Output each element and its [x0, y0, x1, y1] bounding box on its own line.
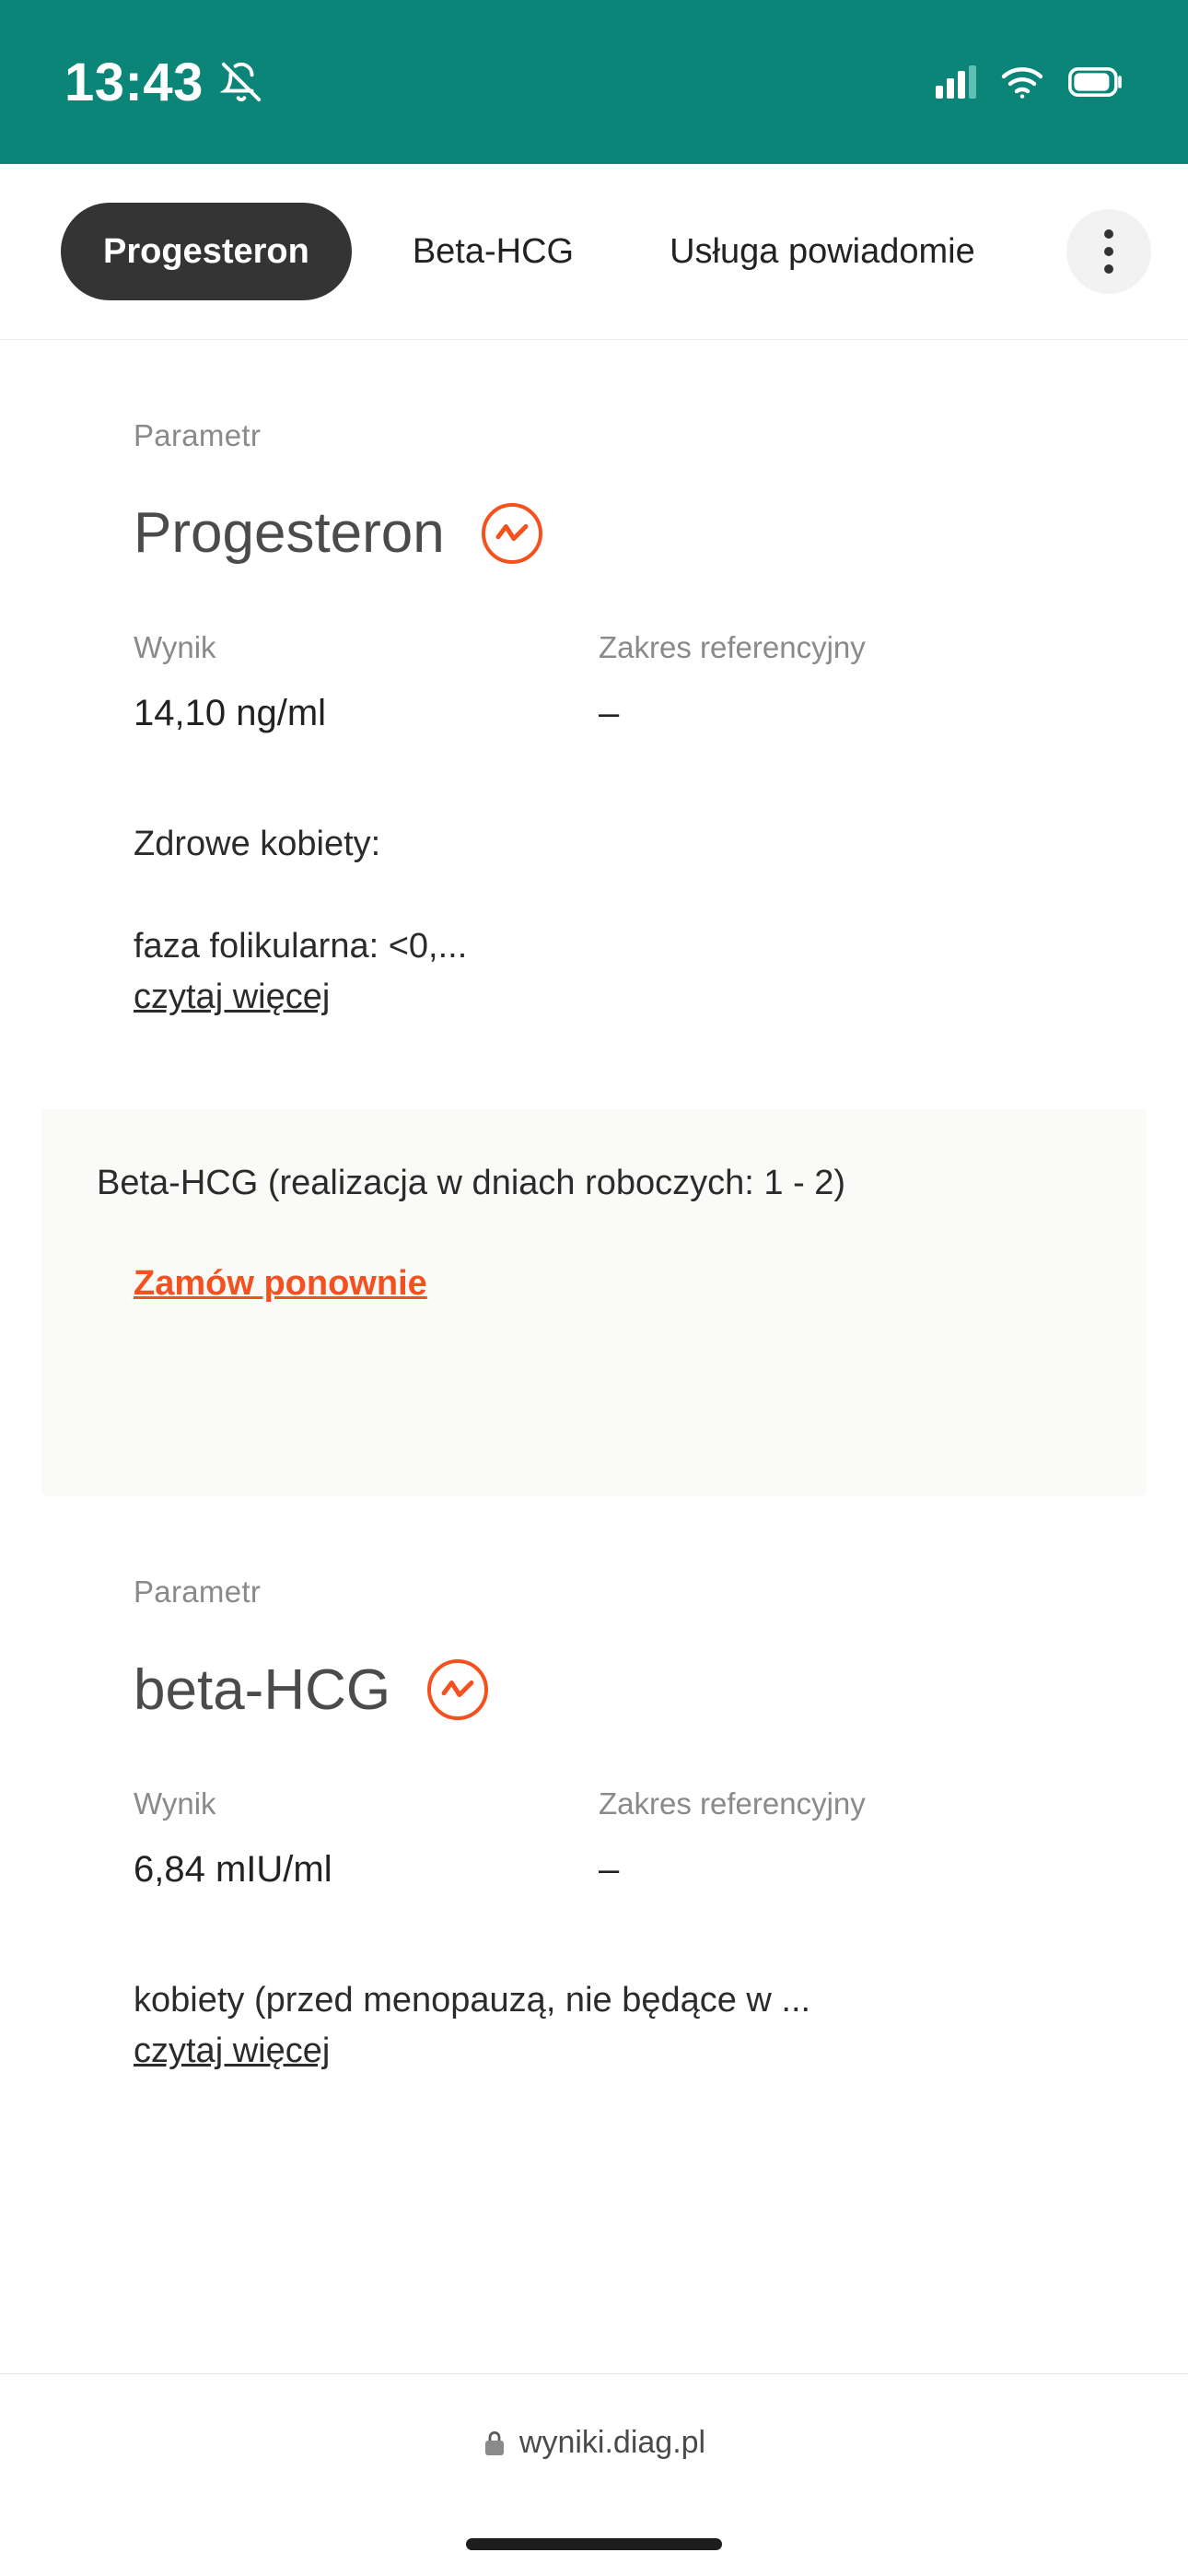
param-title-row	[134, 1659, 1054, 1720]
reference-range-column	[599, 1786, 1054, 1891]
reference-range-value: –	[599, 1849, 620, 1891]
tab-progesteron[interactable]: Progesteron	[61, 203, 352, 300]
description-line-2: faza folikularna: <0,...	[134, 927, 468, 966]
param-label: Parametr	[134, 1575, 262, 1610]
battery-icon	[1068, 67, 1124, 97]
tab-bar	[0, 164, 1188, 339]
tab-beta-hcg[interactable]: Beta-HCG	[412, 232, 575, 271]
reference-range-header: Zakres referencyjny	[599, 630, 866, 664]
result-value: 6,84 mIU/ml	[134, 1849, 332, 1891]
result-card-beta-hcg	[0, 1496, 1188, 2071]
description-line-1: kobiety (przed menopauzą, nie będące w ...	[134, 1981, 811, 2020]
reference-range-column	[599, 630, 1054, 734]
read-more-link[interactable]: czytaj więcej	[134, 978, 331, 1017]
page-title: Progesteron	[134, 501, 445, 566]
reference-range-header: Zakres referencyjny	[599, 1786, 866, 1821]
cellular-signal-icon	[936, 65, 976, 99]
result-value: 14,10 ng/ml	[134, 693, 327, 733]
browser-url-bar[interactable]	[0, 2373, 1188, 2512]
result-header: Wynik	[134, 1786, 216, 1821]
order-again-button[interactable]: Zamów ponownie	[134, 1263, 427, 1303]
trend-line-icon[interactable]	[482, 503, 542, 564]
read-more-link[interactable]: czytaj więcej	[134, 2032, 331, 2071]
param-title-row	[134, 503, 1054, 564]
result-column	[134, 1786, 599, 1891]
status-bar	[0, 0, 1188, 164]
result-column	[134, 630, 599, 734]
bell-off-icon	[220, 61, 262, 103]
reference-range-value: –	[599, 693, 620, 733]
param-label: Parametr	[134, 418, 262, 452]
lock-icon	[483, 2430, 507, 2457]
kebab-menu-icon[interactable]	[1066, 209, 1151, 294]
promo-text: Beta-HCG (realizacja w dniach roboczych: 1 - 2)	[97, 1164, 846, 1203]
url-text: wyniki.diag.pl	[518, 2425, 706, 2460]
tab-usluga-powiadomien[interactable]: Usługa powiadomie	[670, 232, 975, 271]
description-line-1: Zdrowe kobiety:	[134, 825, 381, 863]
wifi-icon	[1000, 64, 1044, 100]
status-bar-left	[64, 52, 262, 113]
result-columns	[134, 1786, 1054, 1891]
result-card-progesteron	[0, 340, 1188, 1017]
page-title: beta-HCG	[134, 1657, 391, 1722]
result-columns	[134, 630, 1054, 734]
status-clock: 13:43	[64, 52, 204, 112]
status-bar-right	[936, 64, 1124, 100]
trend-line-icon[interactable]	[427, 1659, 488, 1720]
reorder-promo-card	[41, 1109, 1147, 1496]
result-header: Wynik	[134, 630, 216, 664]
home-indicator[interactable]	[466, 2538, 722, 2550]
home-indicator-area	[0, 2512, 1188, 2576]
page-content	[0, 339, 1188, 2373]
